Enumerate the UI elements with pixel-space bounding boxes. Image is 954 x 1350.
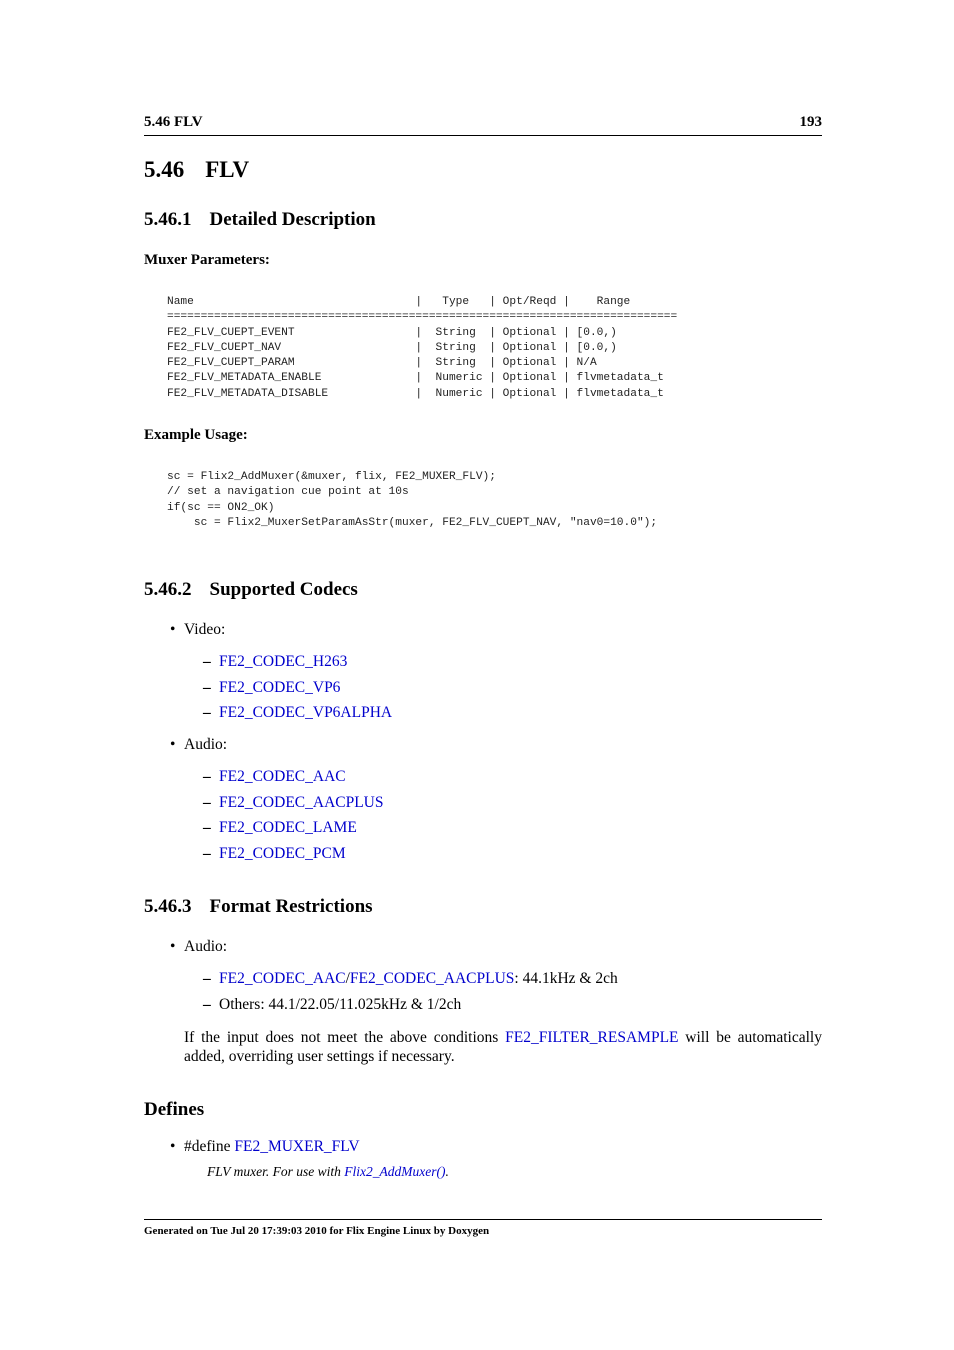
parameter-table: Name | Type | Opt/Reqd | Range ============================================================================ FE2_FLV_CUEPT_EVENT | String | Optional | [0.0,) FE2_FLV_CUEPT_NAV | String | Optional | [0.0,) FE2_FLV_CUEPT_PARAM | String | Optional | N/A FE2_FLV_METADATA_ENABLE | Numeric | Optional | flvmetadata_t FE2_FLV_METADATA_DISABLE | Numeric | Optional | flvmetadata_t — [167, 296, 678, 400]
codec-link-vp6alpha[interactable]: FE2_CODEC_VP6ALPHA — [219, 704, 393, 721]
codec-link-lame[interactable]: FE2_CODEC_LAME — [219, 819, 357, 836]
subsection-title: Detailed Description — [209, 209, 376, 230]
subsection-title: Format Restrictions — [209, 896, 373, 917]
audio-label: Audio: — [184, 938, 228, 955]
video-bullet: • Video: — [170, 621, 226, 638]
separator: / — [345, 970, 350, 987]
section-number: 5.46 — [144, 157, 185, 182]
restrictions-audio-bullet: • Audio: — [170, 938, 228, 955]
muxer-parameters-label: Muxer Parameters: — [144, 252, 270, 268]
detailed-description-heading — [144, 209, 376, 231]
codec-link-vp6[interactable]: FE2_CODEC_VP6 — [219, 679, 341, 696]
subsection-number: 5.46.1 — [144, 209, 192, 230]
restriction-text: Others: 44.1/22.05/11.025kHz & 1/2ch — [219, 996, 462, 1013]
codec-link-aac[interactable]: FE2_CODEC_AAC — [219, 970, 346, 987]
section-title-text: FLV — [205, 157, 250, 182]
paragraph-text: If the input does not meet the above conditions — [184, 1029, 506, 1046]
subsection-number: 5.46.3 — [144, 896, 192, 917]
define-item: • #define FE2_MUXER_FLV — [170, 1138, 360, 1155]
footer-rule — [144, 1219, 822, 1220]
example-code: sc = Flix2_AddMuxer(&muxer, flix, FE2_MUXER_FLV); // set a navigation cue point at 10s if(sc == ON2_OK) sc = Flix2_MuxerSetParamAsStr(muxer, FE2_FLV_CUEPT_NAV, "nav0=10.0"); — [167, 471, 658, 529]
list-item: – FE2_CODEC_H263 — [203, 653, 348, 670]
description-text: FLV muxer. For use with — [207, 1164, 345, 1179]
list-item: – Others: 44.1/22.05/11.025kHz & 1/2ch — [203, 996, 462, 1013]
list-item: – FE2_CODEC_VP6 — [203, 679, 341, 696]
defines-heading: Defines — [144, 1099, 205, 1120]
audio-label: Audio: — [184, 736, 228, 753]
define-keyword: #define — [184, 1138, 235, 1155]
video-label: Video: — [184, 621, 226, 638]
restrictions-paragraph — [184, 1028, 822, 1066]
codec-link-pcm[interactable]: FE2_CODEC_PCM — [219, 845, 346, 862]
codec-link-aacplus[interactable]: FE2_CODEC_AACPLUS — [349, 970, 515, 987]
example-usage-label: Example Usage: — [144, 427, 248, 443]
list-item: – FE2_CODEC_AACPLUS — [203, 794, 384, 811]
description-text: . — [445, 1164, 449, 1179]
format-restrictions-heading — [144, 896, 373, 918]
footer-text: Generated on Tue Jul 20 17:39:03 2010 for Flix Engine Linux by Doxygen — [144, 1225, 490, 1237]
filter-resample-link[interactable]: FE2_FILTER_RESAMPLE — [505, 1029, 679, 1046]
supported-codecs-heading — [144, 579, 358, 601]
subsection-title: Supported Codecs — [209, 579, 358, 600]
list-item: – FE2_CODEC_AAC/FE2_CODEC_AACPLUS: 44.1kHz & 2ch — [203, 970, 618, 987]
list-item: – FE2_CODEC_PCM — [203, 845, 346, 862]
audio-bullet: • Audio: — [170, 736, 228, 753]
list-item: – FE2_CODEC_VP6ALPHA — [203, 704, 393, 721]
list-item: – FE2_CODEC_AAC — [203, 768, 346, 785]
codec-link-aacplus[interactable]: FE2_CODEC_AACPLUS — [219, 794, 384, 811]
subsection-number: 5.46.2 — [144, 579, 192, 600]
header-rule — [144, 135, 822, 136]
codec-link-h263[interactable]: FE2_CODEC_H263 — [219, 653, 348, 670]
add-muxer-link[interactable]: Flix2_AddMuxer() — [344, 1164, 446, 1179]
running-header-section: 5.46 FLV — [144, 114, 203, 130]
muxer-flv-link[interactable]: FE2_MUXER_FLV — [234, 1138, 360, 1155]
paragraph-text: will be automatically added, overriding user settings if necessary. — [184, 1029, 822, 1065]
page-number: 193 — [799, 114, 822, 130]
define-description — [207, 1164, 449, 1180]
list-item: – FE2_CODEC_LAME — [203, 819, 357, 836]
codec-link-aac[interactable]: FE2_CODEC_AAC — [219, 768, 346, 785]
restriction-text: : 44.1kHz & 2ch — [514, 970, 618, 987]
section-title — [144, 157, 249, 183]
